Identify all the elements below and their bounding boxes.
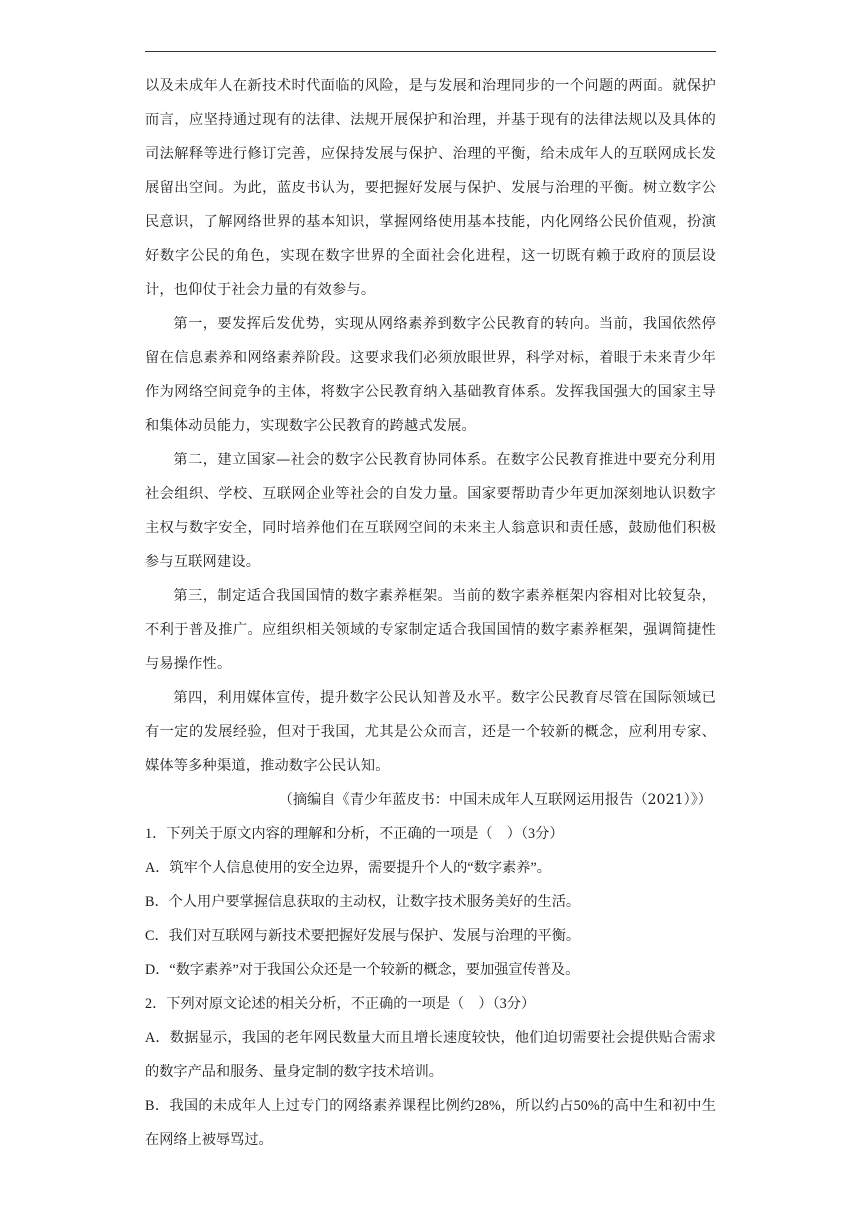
question-1-option-c: C．我们对互联网与新技术要把握好发展与保护、发展与治理的平衡。	[145, 928, 581, 944]
question-2	[145, 987, 716, 1157]
question-2-option-b: B．我国的未成年人上过专门的网络素养课程比例约28%，所以约占50%的高中生和初中生在网络上被辱骂过。	[145, 1098, 716, 1148]
question-2-stem: 2．下列对原文论述的相关分析，不正确的一项是（ ）（3分）	[145, 996, 536, 1012]
article-paragraph-2: 第一，要发挥后发优势，实现从网络素养到数字公民教育的转向。当前，我国依然停留在信息素养和网络素养阶段。这要求我们必须放眼世界，科学对标，着眼于未来青少年作为网络空间竞争的主体，将数字公民教育纳入基础教育体系。发挥我国强大的国家主导和集体动员能力，实现数字公民教育的跨越式发展。	[145, 316, 716, 434]
article-paragraph-3: 第二，建立国家—社会的数字公民教育协同体系。在数字公民教育推进中要充分利用社会组织、学校、互联网企业等社会的自发力量。国家要帮助青少年更加深刻地认识数字主权与数字安全，同时培养他们在互联网空间的未来主人翁意识和责任感，鼓励他们积极参与互联网建设。	[145, 452, 716, 570]
question-1-option-a: A．筑牢个人信息使用的安全边界，需要提升个人的“数字素养”。	[145, 860, 551, 876]
article-body	[145, 69, 716, 817]
article-source: （摘编自《青少年蓝皮书：中国未成年人互联网运用报告（2021）》）	[278, 792, 712, 808]
article-paragraph-5: 第四，利用媒体宣传，提升数字公民认知普及水平。数字公民教育尽管在国际领域已有一定的发展经验，但对于我国，尤其是公众而言，还是一个较新的概念，应利用专家、媒体等多种渠道，推动数字公民认知。	[145, 690, 716, 774]
document-page	[145, 69, 716, 1157]
question-1-option-d: D．“数字素养”对于我国公众还是一个较新的概念，要加强宣传普及。	[145, 962, 580, 978]
header-rule	[145, 51, 716, 52]
question-1-option-b: B．个人用户要掌握信息获取的主动权，让数字技术服务美好的生活。	[145, 894, 581, 910]
article-paragraph-1: 以及未成年人在新技术时代面临的风险，是与发展和治理同步的一个问题的两面。就保护而言，应坚持通过现有的法律、法规开展保护和治理，并基于现有的法律法规以及具体的司法解释等进行修订完善，应保持发展与保护、治理的平衡，给未成年人的互联网成长发展留出空间。为此，蓝皮书认为，要把握好发展与保护、发展与治理的平衡。树立数字公民意识，了解网络世界的基本知识，掌握网络使用基本技能，内化网络公民价值观，扮演好数字公民的角色，实现在数字世界的全面社会化进程，这一切既有赖于政府的顶层设计，也仰仗于社会力量的有效参与。	[145, 78, 716, 298]
question-2-option-a: A．数据显示，我国的老年网民数量大而且增长速度较快，他们迫切需要社会提供贴合需求的数字产品和服务、量身定制的数字技术培训。	[145, 1030, 716, 1080]
article-paragraph-4: 第三，制定适合我国国情的数字素养框架。当前的数字素养框架内容相对比较复杂，不利于普及推广。应组织相关领域的专家制定适合我国国情的数字素养框架，强调简捷性与易操作性。	[145, 588, 716, 672]
question-1	[145, 817, 716, 987]
question-1-stem: 1．下列关于原文内容的理解和分析，不正确的一项是（ ）（3分）	[145, 826, 564, 842]
